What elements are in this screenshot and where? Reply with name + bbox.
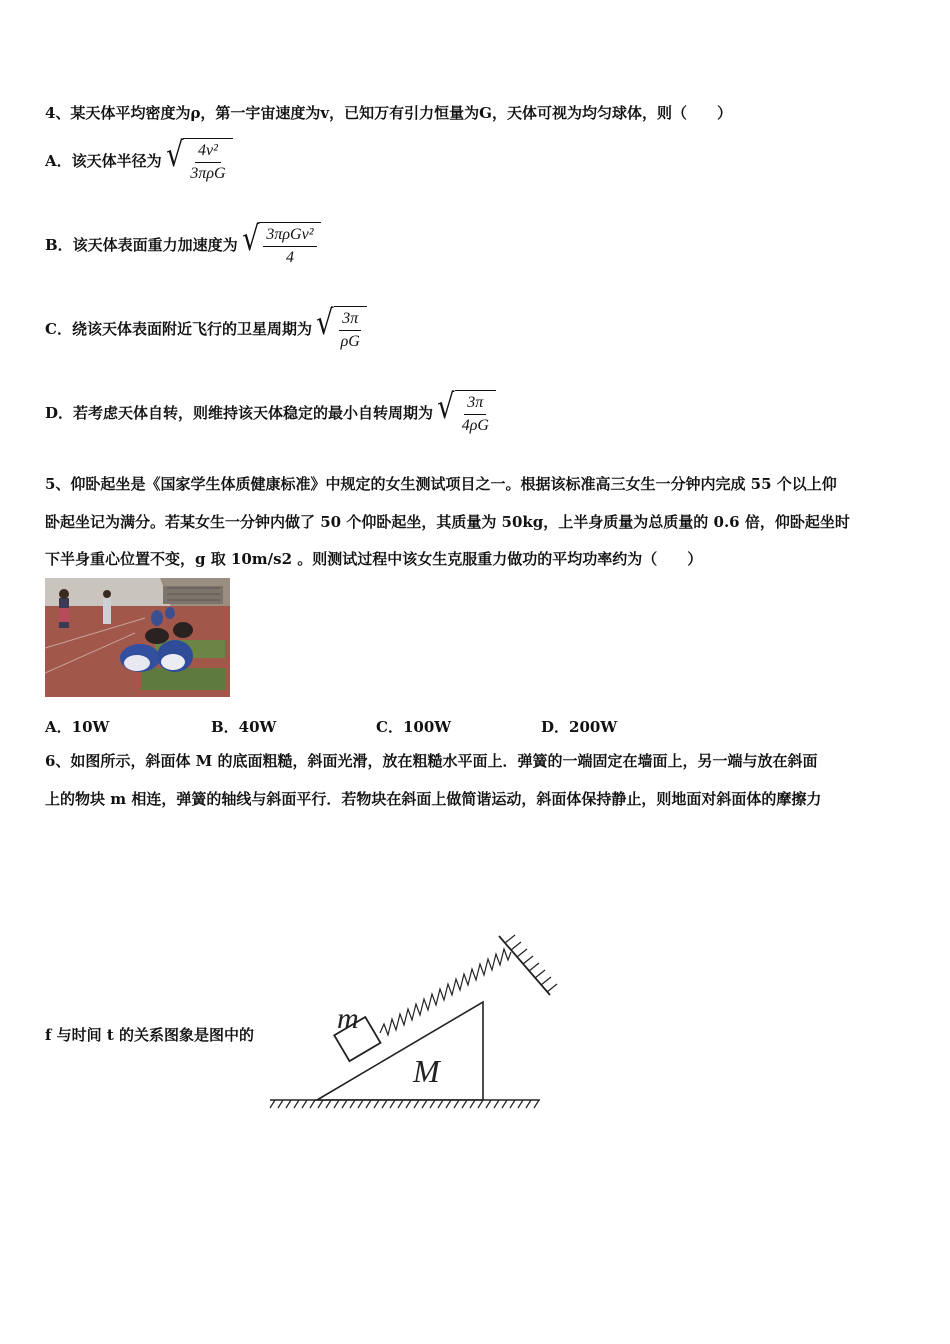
q4-option-c-label: C．绕该天体表面附近飞行的卫星周期为: [45, 320, 312, 338]
q4-option-a-den: 3πρG: [190, 165, 226, 182]
q4-option-d-num: 3π: [464, 394, 486, 415]
q4-option-d-den: 4ρG: [461, 417, 489, 434]
q4-stem: 4、某天体平均密度为ρ，第一宇宙速度为v，已知万有引力恒量为G，天体可视为均匀球体，则（ ）: [45, 104, 732, 122]
q5-option-c: C．100W: [376, 718, 452, 736]
situp-test-photo: [45, 578, 230, 697]
q6-line-3: f 与时间 t 的关系图象是图中的: [45, 1026, 255, 1044]
q4-option-c-num: 3π: [339, 310, 361, 331]
q4-option-c-radical: √ $\frac{3\pi}{\rho G}$: [314, 306, 367, 351]
q4-option-a-num: 4v²: [195, 142, 221, 163]
q4-option-a-label: A．该天体半径为: [45, 152, 162, 170]
q4-option-d-label: D．若考虑天体自转，则维持该天体稳定的最小自转周期为: [45, 404, 434, 422]
q6-line-2: 上的物块 m 相连，弹簧的轴线与斜面平行．若物块在斜面上做简谐运动，斜面体保持静止，则地面对斜面体的摩擦力: [45, 790, 822, 808]
q4-option-a: [45, 135, 233, 183]
incline-spring-diagram: [265, 920, 565, 1120]
q5-line-1: 5、仰卧起坐是《国家学生体质健康标准》中规定的女生测试项目之一。根据该标准高三女生一分钟内完成 55 个以上仰: [45, 475, 837, 493]
q4-option-d: [45, 387, 496, 435]
q4-option-b-den: 4: [285, 249, 294, 266]
q4-option-b-radical: √ $\frac{\text{3πρGv²}}{4}$: [240, 222, 321, 267]
q4-option-a-radical: √ $\frac{\text{4v²}}{\text{3πρG}}$: [164, 138, 233, 183]
q6-line-1: 6、如图所示，斜面体 M 的底面粗糙，斜面光滑，放在粗糙水平面上．弹簧的一端固定在墙面上，另一端与放在斜面: [45, 752, 818, 770]
q5-option-d: D．200W: [541, 718, 618, 736]
mass-M-label: M: [413, 1053, 440, 1089]
q5-line-2: 卧起坐记为满分。若某女生一分钟内做了 50 个仰卧起坐，其质量为 50kg，上半身质量为总质量的 0.6 倍，仰卧起坐时: [45, 513, 850, 531]
mass-m-label: m: [337, 1002, 359, 1035]
q4-option-d-radical: √ $\frac{3\pi}{4\rho G}$: [435, 390, 496, 435]
q4-option-b: [45, 219, 321, 267]
q4-option-c: [45, 303, 367, 351]
q5-option-a: A．10W: [45, 718, 110, 736]
q5-line-3: 下半身重心位置不变，g 取 10m/s2 。则测试过程中该女生克服重力做功的平均功率约为（ ）: [45, 550, 703, 568]
q4-option-b-label: B．该天体表面重力加速度为: [45, 236, 238, 254]
q4-option-c-den: ρG: [340, 333, 360, 350]
q4-option-b-num: 3πρGv²: [263, 226, 316, 247]
q5-option-b: B．40W: [211, 718, 277, 736]
